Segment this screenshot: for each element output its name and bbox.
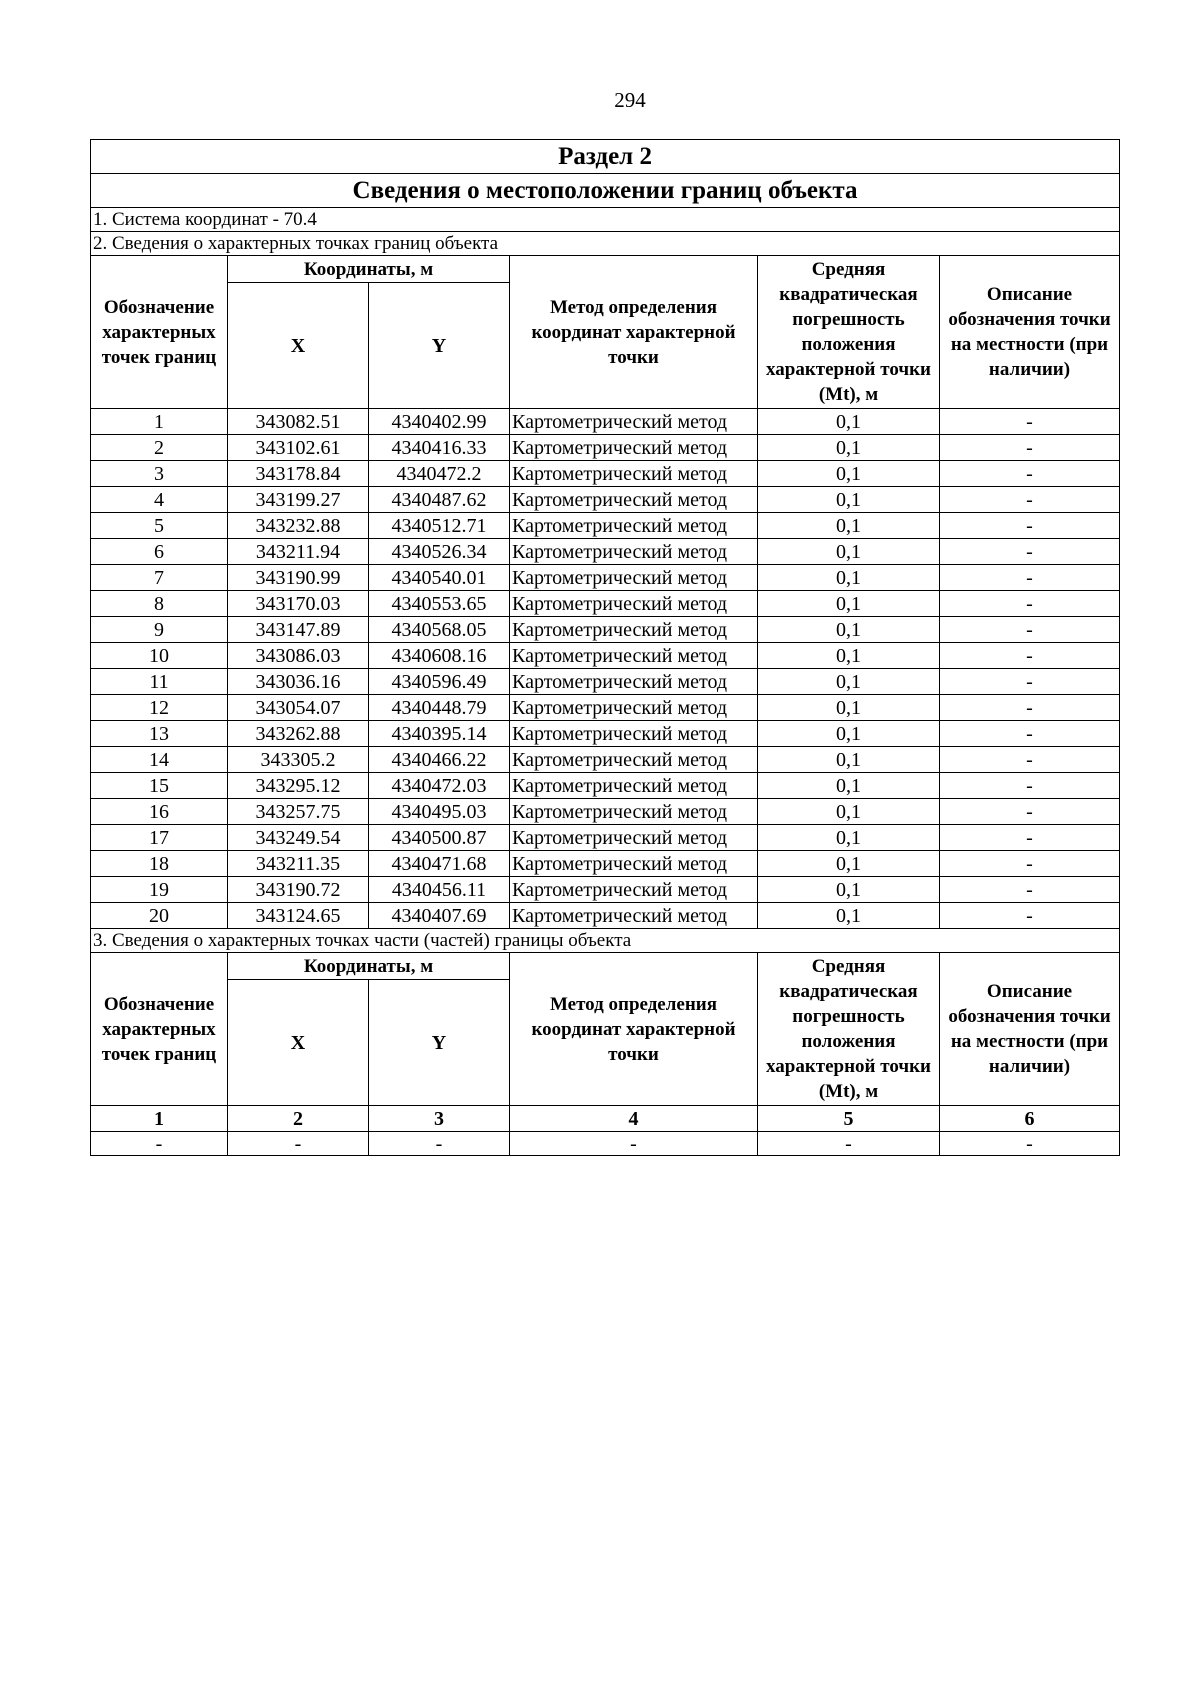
point-y: 4340456.11	[369, 877, 510, 903]
point-number: 9	[91, 617, 228, 643]
point-method: Картометрический метод	[510, 695, 758, 721]
point-x: 343232.88	[228, 513, 369, 539]
point-x: 343295.12	[228, 773, 369, 799]
table-row	[91, 903, 1120, 929]
point-x: 343199.27	[228, 487, 369, 513]
header-coords: Координаты, м	[228, 953, 510, 980]
table-row	[91, 487, 1120, 513]
column-number: 4	[510, 1106, 758, 1132]
header-coords: Координаты, м	[228, 256, 510, 283]
point-mt: 0,1	[758, 461, 940, 487]
point-description: -	[940, 825, 1120, 851]
table-row	[91, 669, 1120, 695]
point-number: 11	[91, 669, 228, 695]
point-mt: 0,1	[758, 539, 940, 565]
point-mt: 0,1	[758, 825, 940, 851]
point-y: 4340540.01	[369, 565, 510, 591]
point-number: 16	[91, 799, 228, 825]
empty-cell: -	[228, 1132, 369, 1156]
points-heading: 2. Сведения о характерных точках границ объекта	[91, 232, 1120, 256]
point-y: 4340402.99	[369, 409, 510, 435]
table-row	[91, 851, 1120, 877]
point-number: 17	[91, 825, 228, 851]
point-mt: 0,1	[758, 565, 940, 591]
point-y: 4340512.71	[369, 513, 510, 539]
point-x: 343249.54	[228, 825, 369, 851]
point-y: 4340472.2	[369, 461, 510, 487]
point-mt: 0,1	[758, 851, 940, 877]
header-error: Средняя квадратическая погрешность положения характерной точки (Mt), м	[758, 256, 940, 409]
point-description: -	[940, 773, 1120, 799]
point-description: -	[940, 695, 1120, 721]
point-y: 4340395.14	[369, 721, 510, 747]
point-y: 4340466.22	[369, 747, 510, 773]
point-x: 343190.99	[228, 565, 369, 591]
point-y: 4340495.03	[369, 799, 510, 825]
point-number: 10	[91, 643, 228, 669]
header-error: Средняя квадратическая погрешность положения характерной точки (Mt), м	[758, 953, 940, 1106]
header-y: Y	[369, 980, 510, 1106]
point-x: 343082.51	[228, 409, 369, 435]
table-row	[91, 435, 1120, 461]
point-description: -	[940, 409, 1120, 435]
point-method: Картометрический метод	[510, 669, 758, 695]
empty-row	[91, 1132, 1120, 1156]
point-y: 4340553.65	[369, 591, 510, 617]
point-number: 19	[91, 877, 228, 903]
point-number: 13	[91, 721, 228, 747]
point-method: Картометрический метод	[510, 513, 758, 539]
point-mt: 0,1	[758, 513, 940, 539]
point-method: Картометрический метод	[510, 409, 758, 435]
point-x: 343190.72	[228, 877, 369, 903]
column-number: 2	[228, 1106, 369, 1132]
header-y: Y	[369, 283, 510, 409]
point-method: Картометрический метод	[510, 773, 758, 799]
point-y: 4340487.62	[369, 487, 510, 513]
point-mt: 0,1	[758, 721, 940, 747]
point-method: Картометрический метод	[510, 565, 758, 591]
header-method: Метод определения координат характерной точки	[510, 953, 758, 1106]
point-method: Картометрический метод	[510, 539, 758, 565]
table-row	[91, 643, 1120, 669]
point-y: 4340471.68	[369, 851, 510, 877]
point-description: -	[940, 461, 1120, 487]
point-method: Картометрический метод	[510, 617, 758, 643]
point-y: 4340608.16	[369, 643, 510, 669]
point-method: Картометрический метод	[510, 877, 758, 903]
point-x: 343305.2	[228, 747, 369, 773]
empty-cell: -	[369, 1132, 510, 1156]
point-mt: 0,1	[758, 435, 940, 461]
point-y: 4340448.79	[369, 695, 510, 721]
point-method: Картометрический метод	[510, 435, 758, 461]
point-y: 4340472.03	[369, 773, 510, 799]
table-row	[91, 825, 1120, 851]
point-mt: 0,1	[758, 799, 940, 825]
header-x: X	[228, 283, 369, 409]
point-y: 4340500.87	[369, 825, 510, 851]
point-number: 8	[91, 591, 228, 617]
point-method: Картометрический метод	[510, 721, 758, 747]
point-mt: 0,1	[758, 669, 940, 695]
point-number: 14	[91, 747, 228, 773]
empty-cell: -	[91, 1132, 228, 1156]
parts-heading: 3. Сведения о характерных точках части (частей) границы объекта	[91, 929, 1120, 953]
table-row	[91, 747, 1120, 773]
point-description: -	[940, 487, 1120, 513]
empty-cell: -	[758, 1132, 940, 1156]
point-y: 4340526.34	[369, 539, 510, 565]
table-row	[91, 799, 1120, 825]
point-number: 3	[91, 461, 228, 487]
table-row	[91, 409, 1120, 435]
point-description: -	[940, 539, 1120, 565]
boundary-table	[90, 139, 1120, 1156]
point-number: 6	[91, 539, 228, 565]
table-row	[91, 461, 1120, 487]
header-point: Обозначение характерных точек границ	[91, 256, 228, 409]
point-method: Картометрический метод	[510, 851, 758, 877]
point-mt: 0,1	[758, 747, 940, 773]
column-number: 6	[940, 1106, 1120, 1132]
table-row	[91, 539, 1120, 565]
point-method: Картометрический метод	[510, 799, 758, 825]
point-method: Картометрический метод	[510, 825, 758, 851]
table-row	[91, 695, 1120, 721]
point-description: -	[940, 903, 1120, 929]
point-number: 20	[91, 903, 228, 929]
point-description: -	[940, 799, 1120, 825]
point-description: -	[940, 565, 1120, 591]
point-x: 343257.75	[228, 799, 369, 825]
point-description: -	[940, 435, 1120, 461]
point-x: 343086.03	[228, 643, 369, 669]
point-description: -	[940, 617, 1120, 643]
point-method: Картометрический метод	[510, 643, 758, 669]
header-description: Описание обозначения точки на местности (при наличии)	[940, 953, 1120, 1106]
point-method: Картометрический метод	[510, 591, 758, 617]
point-mt: 0,1	[758, 617, 940, 643]
header-description: Описание обозначения точки на местности (при наличии)	[940, 256, 1120, 409]
column-number: 5	[758, 1106, 940, 1132]
point-x: 343124.65	[228, 903, 369, 929]
point-method: Картометрический метод	[510, 903, 758, 929]
point-number: 12	[91, 695, 228, 721]
point-number: 15	[91, 773, 228, 799]
header-point: Обозначение характерных точек границ	[91, 953, 228, 1106]
empty-cell: -	[510, 1132, 758, 1156]
point-mt: 0,1	[758, 591, 940, 617]
point-description: -	[940, 851, 1120, 877]
point-x: 343262.88	[228, 721, 369, 747]
point-description: -	[940, 747, 1120, 773]
point-mt: 0,1	[758, 903, 940, 929]
empty-cell: -	[940, 1132, 1120, 1156]
point-number: 7	[91, 565, 228, 591]
point-y: 4340596.49	[369, 669, 510, 695]
point-x: 343211.94	[228, 539, 369, 565]
column-number: 1	[91, 1106, 228, 1132]
point-description: -	[940, 721, 1120, 747]
table-row	[91, 773, 1120, 799]
point-method: Картометрический метод	[510, 747, 758, 773]
point-description: -	[940, 669, 1120, 695]
table-row	[91, 565, 1120, 591]
point-number: 2	[91, 435, 228, 461]
point-number: 5	[91, 513, 228, 539]
point-number: 1	[91, 409, 228, 435]
point-mt: 0,1	[758, 695, 940, 721]
point-x: 343054.07	[228, 695, 369, 721]
point-mt: 0,1	[758, 409, 940, 435]
point-mt: 0,1	[758, 487, 940, 513]
point-x: 343178.84	[228, 461, 369, 487]
column-number: 3	[369, 1106, 510, 1132]
point-description: -	[940, 643, 1120, 669]
point-number: 4	[91, 487, 228, 513]
point-y: 4340416.33	[369, 435, 510, 461]
point-method: Картометрический метод	[510, 461, 758, 487]
table-row	[91, 617, 1120, 643]
point-y: 4340568.05	[369, 617, 510, 643]
point-description: -	[940, 513, 1120, 539]
point-mt: 0,1	[758, 773, 940, 799]
page-number: 294	[614, 88, 646, 112]
coord-system-line: 1. Система координат - 70.4	[91, 208, 1120, 232]
point-description: -	[940, 877, 1120, 903]
section-subtitle: Сведения о местоположении границ объекта	[91, 174, 1120, 208]
point-x: 343211.35	[228, 851, 369, 877]
table-row	[91, 513, 1120, 539]
point-x: 343102.61	[228, 435, 369, 461]
point-method: Картометрический метод	[510, 487, 758, 513]
table-row	[91, 877, 1120, 903]
point-mt: 0,1	[758, 877, 940, 903]
header-method: Метод определения координат характерной точки	[510, 256, 758, 409]
point-x: 343147.89	[228, 617, 369, 643]
point-x: 343036.16	[228, 669, 369, 695]
point-y: 4340407.69	[369, 903, 510, 929]
point-number: 18	[91, 851, 228, 877]
point-mt: 0,1	[758, 643, 940, 669]
column-number-row	[91, 1106, 1120, 1132]
section-title: Раздел 2	[91, 140, 1120, 174]
point-description: -	[940, 591, 1120, 617]
header-x: X	[228, 980, 369, 1106]
table-row	[91, 591, 1120, 617]
point-x: 343170.03	[228, 591, 369, 617]
table-row	[91, 721, 1120, 747]
